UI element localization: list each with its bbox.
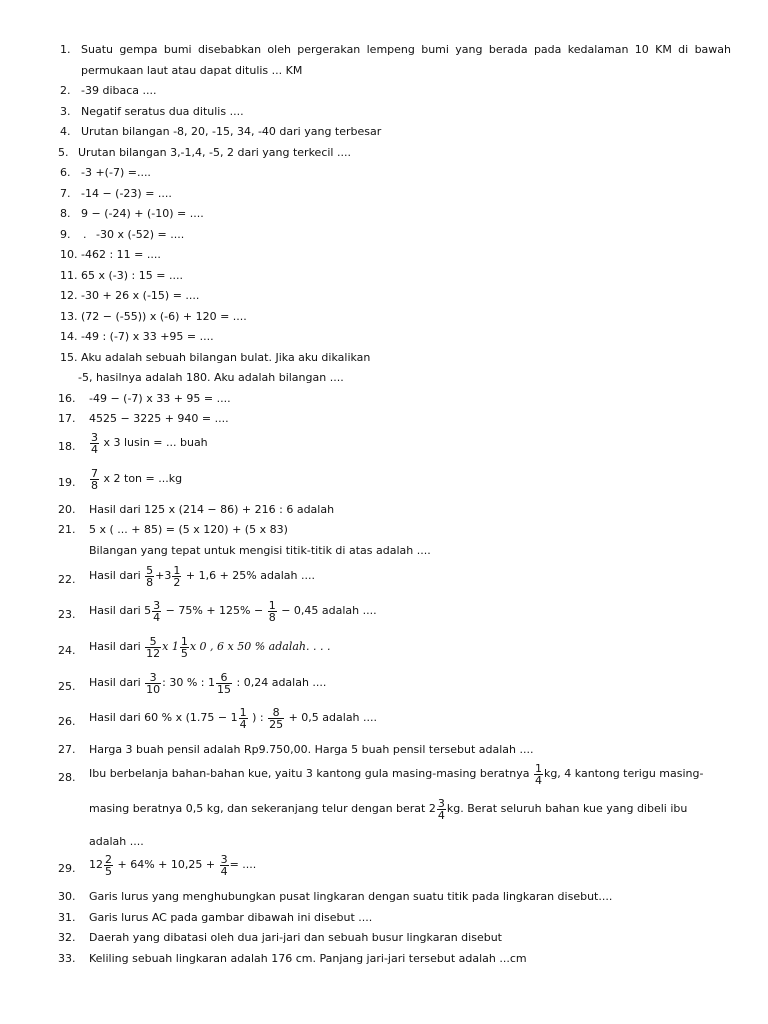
- fraction: $\frac{3}{4}$: [153, 598, 161, 624]
- question-number: 18.: [58, 440, 76, 453]
- fraction: $\frac{1}{4}$: [534, 761, 542, 787]
- question-number: 29.: [58, 862, 76, 875]
- question-text: Daerah yang dibatasi oleh dua jari-jari dan sebuah busur lingkaran disebut: [89, 931, 502, 944]
- fraction: $\frac{2}{5}$: [105, 852, 112, 878]
- fraction: $\frac{3}{10}$: [146, 670, 161, 696]
- question-number: 10.: [60, 248, 78, 261]
- question-number: 28.: [58, 771, 76, 784]
- question-number: 17.: [58, 412, 76, 425]
- fraction: $\frac{3}{4}$: [437, 796, 445, 822]
- question-text: $\frac{7}{8}$ x 2 ton = ...kg: [91, 466, 183, 492]
- question-text: $\frac{3}{4}$ x 3 lusin = ... buah: [91, 430, 208, 456]
- question-number: 31.: [58, 911, 76, 924]
- question-number: 16.: [58, 392, 76, 405]
- fraction: $\frac{1}{4}$: [239, 705, 247, 731]
- question-number: 23.: [58, 608, 76, 621]
- question-text: -39 dibaca ....: [81, 84, 157, 97]
- question-text: 4525 − 3225 + 940 = ....: [89, 412, 229, 425]
- question-text: 5 x ( ... + 85) = (5 x 120) + (5 x 83): [89, 523, 288, 536]
- question-text: Hasil dari $\frac{5}{12}$ x 1 $\frac{1}{5}$ x 0 , 6 x 50 % adalah. . . .: [89, 634, 331, 660]
- question-number: 3.: [60, 105, 71, 118]
- question-text: Garis lurus AC pada gambar dibawah ini disebut ....: [89, 911, 373, 924]
- fraction: $\frac{1}{2}$: [173, 563, 181, 589]
- question-number: 8.: [60, 207, 71, 220]
- question-text: Aku adalah sebuah bilangan bulat. Jika aku dikalikan: [81, 351, 371, 364]
- question-text: 9 − (-24) + (-10) = ....: [81, 207, 204, 220]
- question-number: 20.: [58, 503, 76, 516]
- question-text: -49 − (-7) x 33 + 95 = ....: [89, 392, 231, 405]
- question-text: Bilangan yang tepat untuk mengisi titik-titik di atas adalah ....: [89, 544, 431, 557]
- question-number: 32.: [58, 931, 76, 944]
- question-number: 2.: [60, 84, 71, 97]
- question-number: 21.: [58, 523, 76, 536]
- question-number: 26.: [58, 715, 76, 728]
- fraction: $\frac{1}{8}$: [268, 598, 276, 624]
- question-text: Hasil dari 125 x (214 − 86) + 216 : 6 adalah: [89, 503, 335, 516]
- question-text: masing beratnya 0,5 kg, dan sekeranjang telur dengan berat 2 $\frac{3}{4}$ kg. Berat seluruh bahan kue yang dibeli ibu: [89, 796, 688, 822]
- question-text: Hasil dari $\frac{5}{8}$ +3 $\frac{1}{2}$ + 1,6 + 25% adalah ....: [89, 563, 315, 589]
- question-number: 13.: [60, 310, 78, 323]
- question-text: Hasil dari 5 $\frac{3}{4}$ − 75% + 125% − $\frac{1}{8}$ − 0,45 adalah ....: [89, 598, 377, 624]
- stray-dot: .: [83, 228, 87, 241]
- question-text: Urutan bilangan -8, 20, -15, 34, -40 dari yang terbesar: [81, 125, 382, 138]
- question-text: -49 : (-7) x 33 +95 = ....: [81, 330, 214, 343]
- question-text: -30 + 26 x (-15) = ....: [81, 289, 200, 302]
- question-text: Ibu berbelanja bahan-bahan kue, yaitu 3 kantong gula masing-masing beratnya $\frac{1}{4}$ kg, 4 kantong terigu masing-: [89, 761, 704, 787]
- question-text: -5, hasilnya adalah 180. Aku adalah bilangan ....: [78, 371, 344, 384]
- fraction: $\frac{1}{5}$: [180, 634, 188, 660]
- question-number: 30.: [58, 890, 76, 903]
- question-text: -30 x (-52) = ....: [96, 228, 185, 241]
- question-number: 15.: [60, 351, 78, 364]
- question-text: Hasil dari $\frac{3}{10}$ : 30 % : 1 $\frac{6}{15}$ : 0,24 adalah ....: [89, 670, 327, 696]
- question-number: 25.: [58, 680, 76, 693]
- question-text: -14 − (-23) = ....: [81, 187, 172, 200]
- question-text: Urutan bilangan 3,-1,4, -5, 2 dari yang terkecil ....: [78, 146, 351, 159]
- fraction: $\frac{5}{12}$: [146, 634, 161, 660]
- question-text: Suatu gempa bumi disebabkan oleh pergerakan lempeng bumi yang berada pada kedalaman 10 KM di bawah: [81, 43, 731, 56]
- question-text: -3 +(-7) =....: [81, 166, 151, 179]
- question-number: 11.: [60, 269, 78, 282]
- question-text: 65 x (-3) : 15 = ....: [81, 269, 183, 282]
- question-number: 33.: [58, 952, 76, 965]
- question-number: 14.: [60, 330, 78, 343]
- question-text: -462 : 11 = ....: [81, 248, 161, 261]
- fraction: $\frac{3}{4}$: [220, 852, 228, 878]
- question-number: 6.: [60, 166, 71, 179]
- question-text: Garis lurus yang menghubungkan pusat lingkaran dengan suatu titik pada lingkaran disebut....: [89, 890, 613, 903]
- question-text: 12 $\frac{2}{5}$ + 64% + 10,25 + $\frac{3}{4}$ = ....: [89, 852, 257, 878]
- question-text: Hasil dari 60 % x (1.75 − 1 $\frac{1}{4}$ ) : $\frac{8}{25}$ + 0,5 adalah ....: [89, 705, 378, 731]
- question-number: 1.: [60, 43, 71, 56]
- fraction: $\frac{7}{8}$: [91, 466, 98, 492]
- question-number: 19.: [58, 476, 76, 489]
- question-number: 5.: [58, 146, 69, 159]
- question-text: Harga 3 buah pensil adalah Rp9.750,00. Harga 5 buah pensil tersebut adalah ....: [89, 743, 534, 756]
- question-text: Keliling sebuah lingkaran adalah 176 cm. Panjang jari-jari tersebut adalah ...cm: [89, 952, 527, 965]
- fraction: $\frac{8}{25}$: [269, 705, 284, 731]
- fraction: $\frac{5}{8}$: [146, 563, 154, 589]
- question-text: (72 − (-55)) x (-6) + 120 = ....: [81, 310, 247, 323]
- question-text: Negatif seratus dua ditulis ....: [81, 105, 244, 118]
- question-number: 12.: [60, 289, 78, 302]
- question-text: permukaan laut atau dapat ditulis ... KM: [81, 64, 303, 77]
- question-text: adalah ....: [89, 835, 144, 848]
- question-number: 24.: [58, 644, 76, 657]
- question-number: 27.: [58, 743, 76, 756]
- question-number: 7.: [60, 187, 71, 200]
- fraction: $\frac{6}{15}$: [217, 670, 232, 696]
- question-number: 4.: [60, 125, 71, 138]
- fraction: $\frac{3}{4}$: [91, 430, 98, 456]
- question-number: 22.: [58, 573, 76, 586]
- question-number: 9.: [60, 228, 71, 241]
